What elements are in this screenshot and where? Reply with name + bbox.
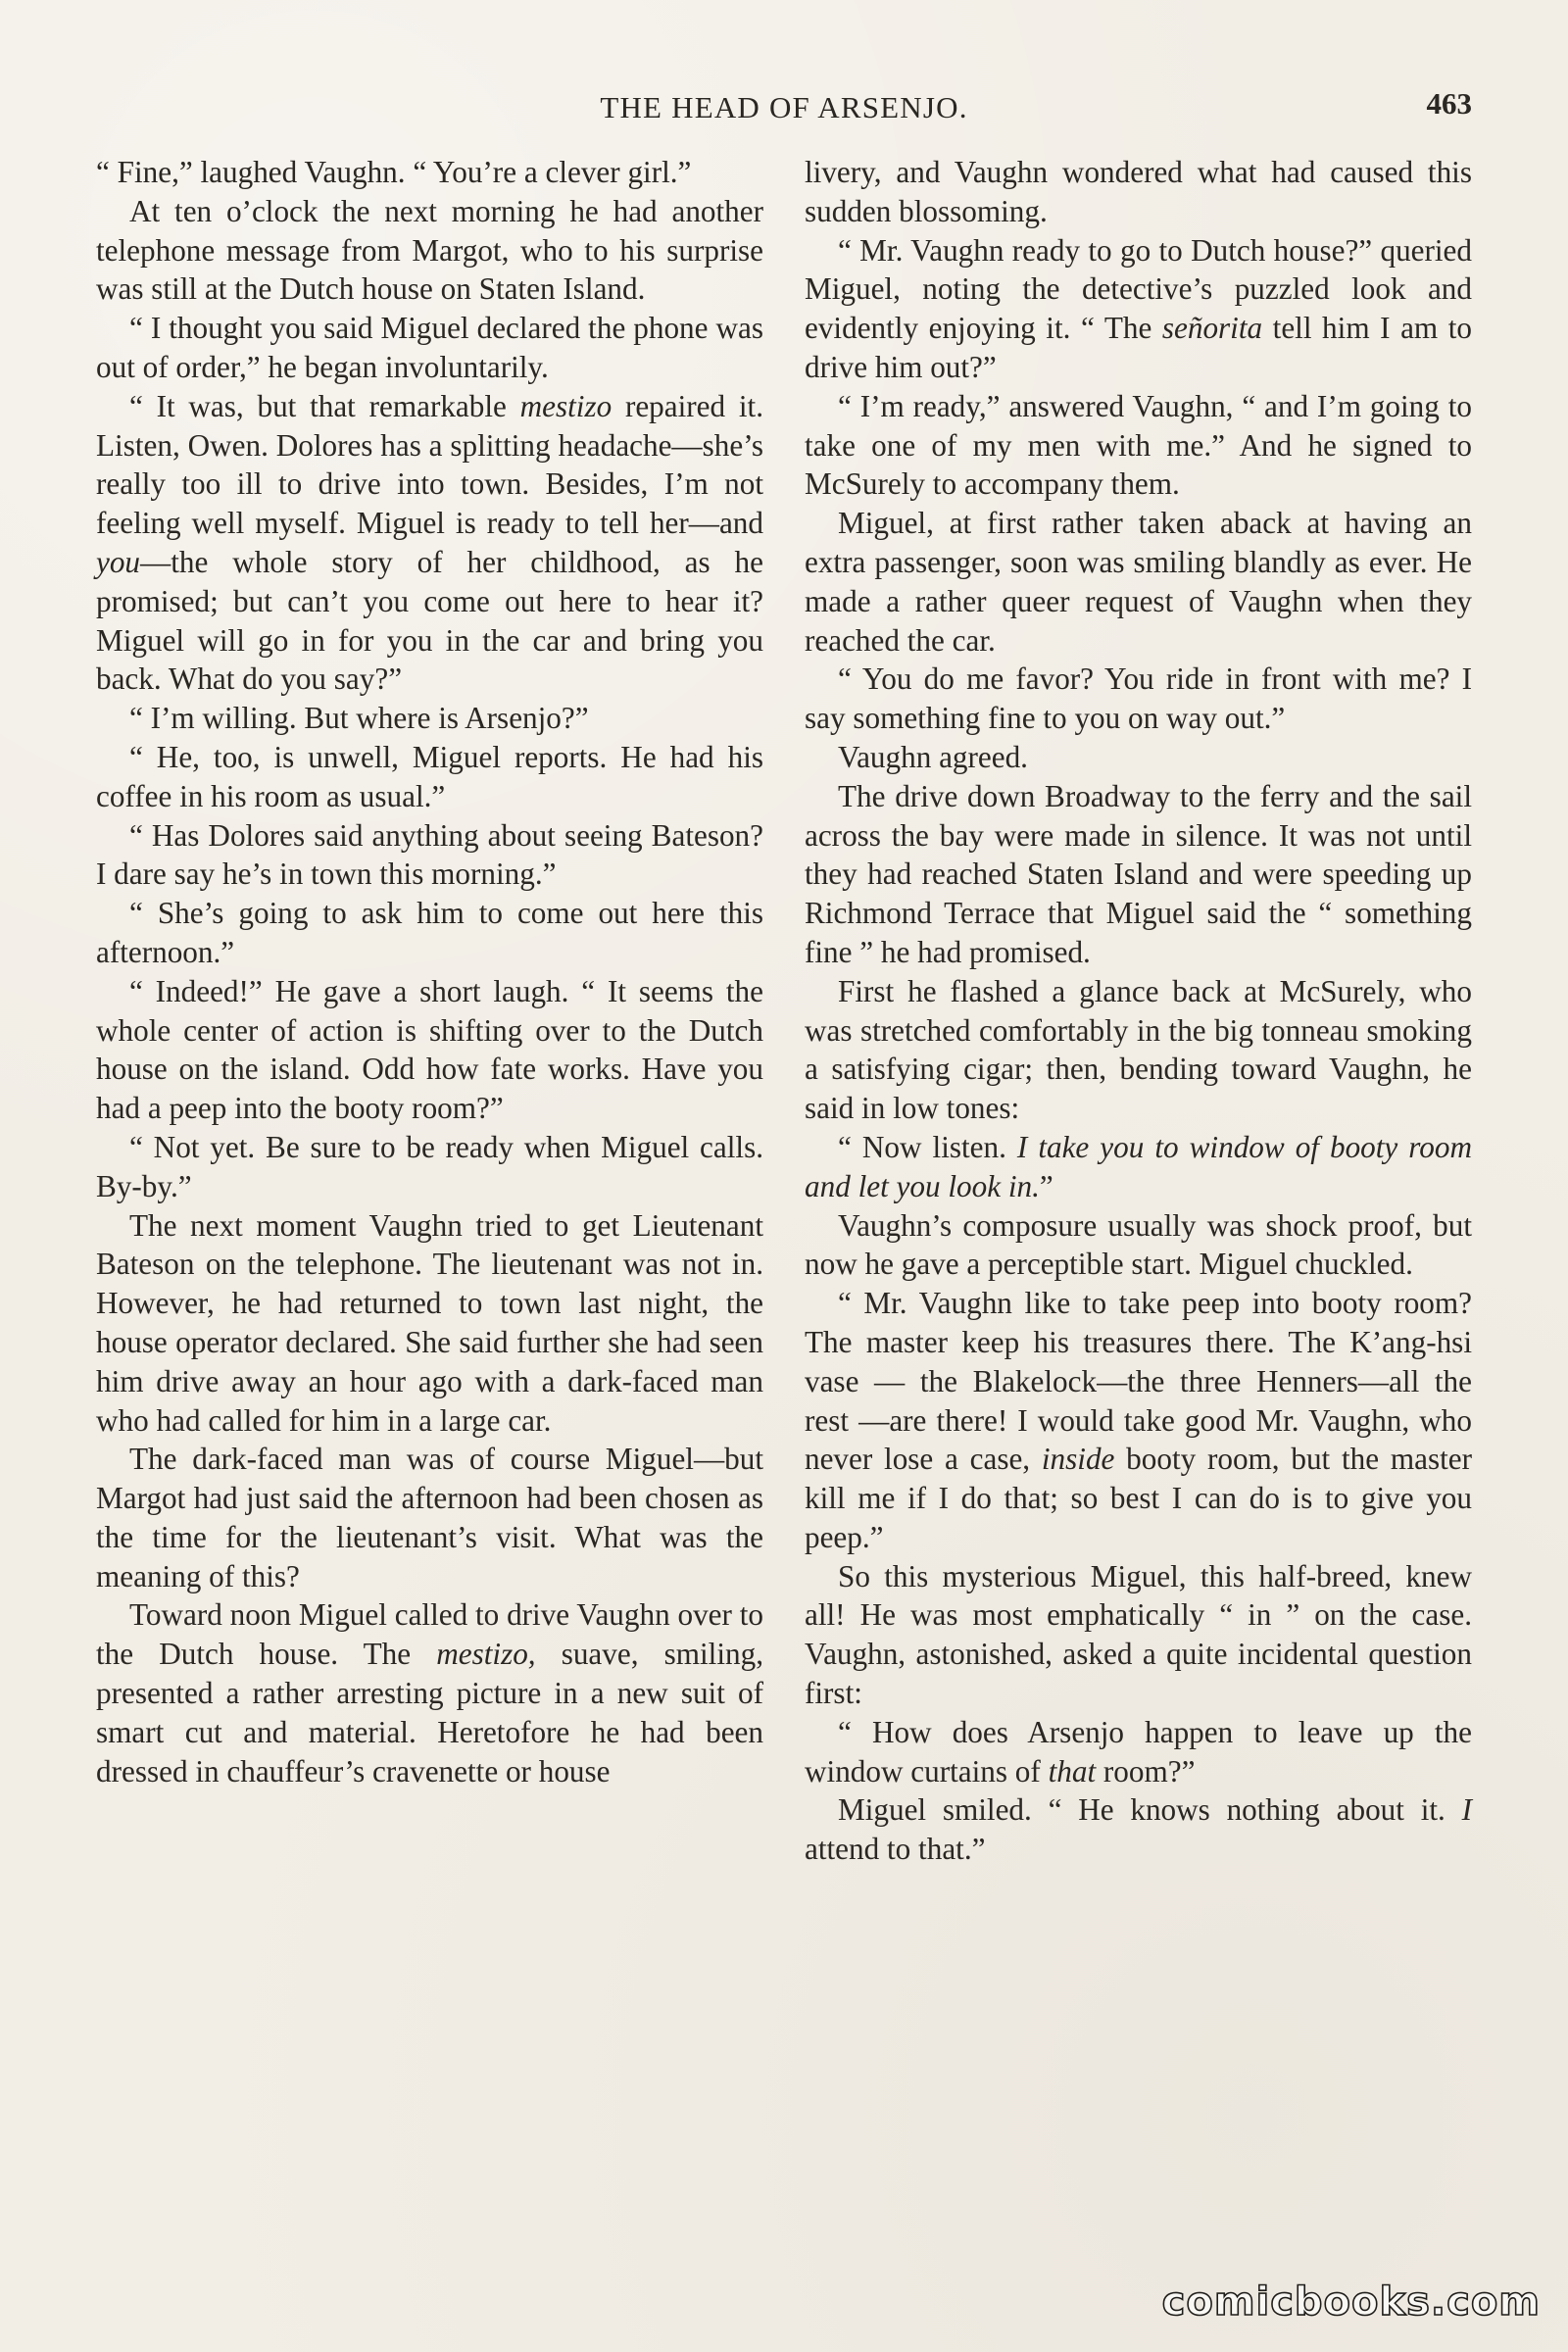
- text-span: “ He, too, is unwell, Miguel reports. He had his coffee in his room as usual.”: [96, 739, 763, 813]
- text-span: “ I’m willing. But where is Arsenjo?”: [129, 701, 589, 736]
- text-span: So this mysterious Miguel, this half-breed, knew all! He was most emphatically “ in ” on the case. Vaughn, astonished, asked a quite incidental question first:: [805, 1558, 1472, 1711]
- text-span: booty room, but the master kill me if I do that; so best I can do is to give you peep.”: [805, 1442, 1472, 1554]
- paragraph: [96, 153, 763, 192]
- text-span: “ You do me favor? You ride in front with me? I say something fine to you on way out.”: [805, 662, 1472, 736]
- text-span: room?”: [1096, 1753, 1196, 1788]
- text-span: At ten o’clock the next morning he had another telephone message from Margot, who to his surprise was still at the Dutch house on Staten Island.: [96, 193, 763, 307]
- text-span: Vaughn’s composure usually was shock proof, but now he gave a perceptible start. Miguel chuckled.: [805, 1207, 1472, 1282]
- text-span: “ I thought you said Miguel declared the phone was out of order,” he began involuntarily.: [96, 311, 763, 384]
- paragraph: [805, 1557, 1472, 1713]
- text-span: Toward noon Miguel called to drive Vaughn over to the Dutch house. The: [96, 1597, 763, 1672]
- italic-text: señorita: [1161, 311, 1263, 346]
- paragraph: [96, 387, 763, 699]
- italic-text: I take you to window of booty room and let you look in.: [805, 1129, 1472, 1203]
- text-span: First he flashed a glance back at McSurely, who was stretched comfortably in the big tonneau smoking a satisfying cigar; then, bending toward Vaughn, he said in low tones:: [805, 973, 1472, 1126]
- paragraph: [96, 192, 763, 309]
- text-span: “ Now listen.: [838, 1129, 1017, 1164]
- text-span: Miguel smiled. “ He knows nothing about it.: [838, 1792, 1462, 1828]
- text-span: repaired it. Listen, Owen. Dolores has a splitting headache—she’s really too ill to drive into town. Besides, I’m not feeling well myself. Miguel is ready to tell her—and: [96, 388, 763, 541]
- paragraph: [96, 309, 763, 387]
- paragraph: [805, 660, 1472, 738]
- text-span: “ Has Dolores said anything about seeing Bateson? I dare say he’s in town this morning.”: [96, 817, 763, 892]
- text-span: —the whole story of her childhood, as he promised; but can’t you come out here to hear it? Miguel will go in for you in the car and bring you back. What do you say?”: [96, 544, 763, 697]
- paragraph: [805, 1206, 1472, 1285]
- text-span: “ Fine,” laughed Vaughn. “ You’re a clever girl.”: [96, 155, 692, 189]
- running-head: THE HEAD OF ARSENJO.: [600, 90, 968, 124]
- italic-text: I: [1461, 1792, 1472, 1828]
- text-span: “ Mr. Vaughn ready to go to Dutch house?” queried Miguel, noting the detective’s puzzled look and evidently enjoying it. “ The: [805, 232, 1472, 346]
- text-span: “ Mr. Vaughn like to take peep into booty room? The master keep his treasures there. The K’ang-hsi vase — the Blakelock—the three Henners—all the rest —are there! I would take good Mr. Vaughn, who never lose a case,: [805, 1286, 1472, 1477]
- paragraph: [805, 738, 1472, 777]
- text-span: “ Not yet. Be sure to be ready when Miguel calls. By-by.”: [96, 1129, 763, 1203]
- text-span: ”: [1039, 1168, 1054, 1203]
- text-span: “ I’m ready,” answered Vaughn, “ and I’m going to take one of my men with me.” And he signed to McSurely to accompany them.: [805, 388, 1472, 502]
- right-column: [805, 153, 1472, 2275]
- text-span: tell him I am to drive him out?”: [805, 311, 1472, 384]
- page-number: 463: [1426, 86, 1472, 121]
- paragraph: [805, 153, 1472, 231]
- paragraph: [96, 1595, 763, 1790]
- text-span: The next moment Vaughn tried to get Lieutenant Bateson on the telephone. The lieutenant was not in. However, he had returned to town last night, the house operator declared. She said further she had seen him drive away an hour ago with a dark-faced man who had called for him in a large car.: [96, 1207, 763, 1438]
- paragraph: [805, 777, 1472, 972]
- italic-text: that: [1048, 1753, 1097, 1788]
- paragraph: [805, 972, 1472, 1128]
- italic-text: you: [96, 544, 141, 579]
- paragraph: [96, 894, 763, 972]
- paragraph: [805, 387, 1472, 504]
- paragraph: [805, 1284, 1472, 1557]
- text-span: The dark-faced man was of course Miguel—but Margot had just said the afternoon had been chosen as the time for the lieutenant’s visit. What was the meaning of this?: [96, 1442, 763, 1593]
- italic-text: inside: [1041, 1442, 1115, 1477]
- paragraph: [96, 1440, 763, 1595]
- italic-text: mestizo,: [436, 1637, 536, 1672]
- paragraph: [96, 699, 763, 738]
- site-watermark: comicbooks.com: [1161, 2279, 1541, 2325]
- italic-text: mestizo: [519, 388, 612, 423]
- text-span: “ She’s going to ask him to come out here this afternoon.”: [96, 896, 763, 969]
- paragraph: [805, 1713, 1472, 1791]
- text-span: Miguel, at first rather taken aback at having an extra passenger, soon was smiling blandly as ever. He made a rather queer request of Vaughn when they reached the car.: [805, 506, 1472, 658]
- text-span: suave, smiling, presented a rather arresting picture in a new suit of smart cut and material. Heretofore he had been dressed in chauffeur’s cravenette or house: [96, 1637, 763, 1788]
- text-span: “ Indeed!” He gave a short laugh. “ It seems the whole center of action is shifting over to the Dutch house on the island. Odd how fate works. Have you had a peep into the booty room?”: [96, 973, 763, 1126]
- text-span: “ It was, but that remarkable: [129, 388, 520, 423]
- paragraph: [96, 1128, 763, 1206]
- text-span: attend to that.”: [805, 1832, 986, 1867]
- paragraph: [805, 1128, 1472, 1206]
- paragraph: [805, 1790, 1472, 1869]
- page-header: [96, 84, 1472, 133]
- paragraph: [805, 504, 1472, 660]
- left-column: [96, 153, 763, 2275]
- paragraph: [805, 231, 1472, 387]
- text-span: Vaughn agreed.: [838, 739, 1028, 774]
- text-span: livery, and Vaughn wondered what had caused this sudden blossoming.: [805, 155, 1472, 228]
- text-span: The drive down Broadway to the ferry and the sail across the bay were made in silence. It was not until they had reached Staten Island and were speeding up Richmond Terrace that Miguel said the “ something fine ” he had promised.: [805, 778, 1472, 969]
- paragraph: [96, 1206, 763, 1441]
- paragraph: [96, 738, 763, 816]
- text-span: “ How does Arsenjo happen to leave up the window curtains of: [805, 1714, 1472, 1788]
- paragraph: [96, 972, 763, 1128]
- paragraph: [96, 816, 763, 895]
- text-columns: [96, 153, 1472, 2275]
